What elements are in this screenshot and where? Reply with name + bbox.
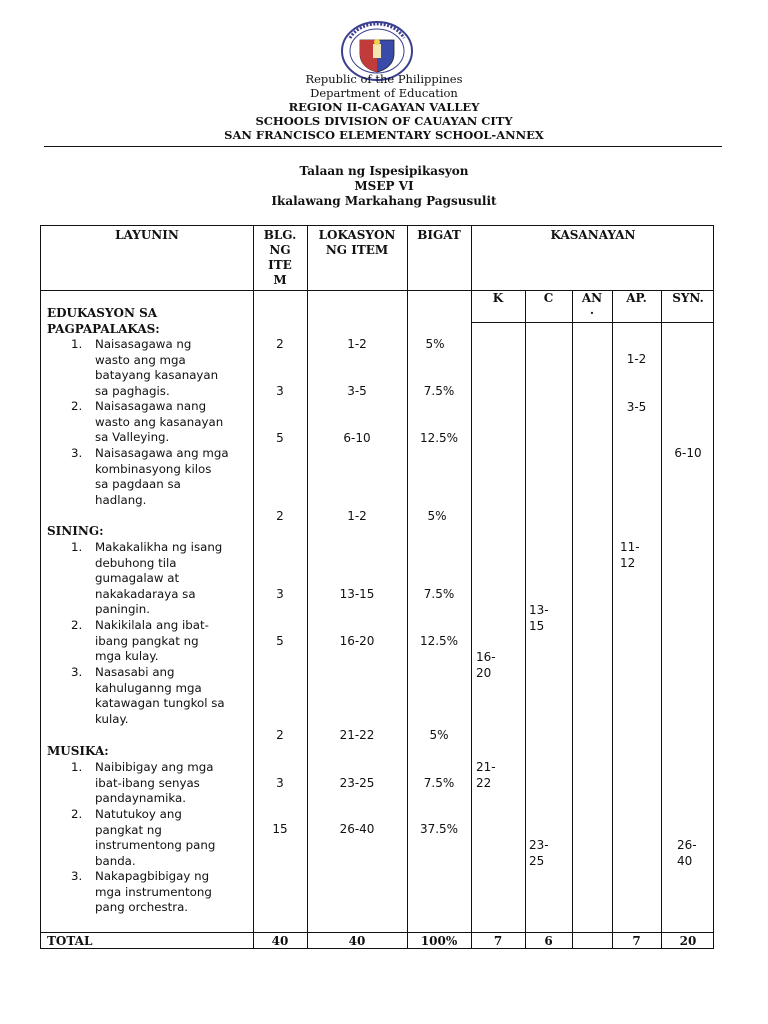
header-bigat: BIGAT: [417, 228, 461, 242]
bigat-value: 5%: [425, 337, 445, 351]
lokasyon-value: 3-5: [347, 384, 367, 398]
c-value: 13- 15: [529, 603, 549, 633]
header-kasanayan: KASANAYAN: [550, 228, 636, 242]
header-region: REGION II-CAGAYAN VALLEY: [288, 100, 480, 114]
col-divider: [471, 226, 472, 948]
total-lokasyon: 40: [348, 934, 366, 948]
header-republic: Republic of the Philippines: [305, 72, 463, 86]
lokasyon-value: 23-25: [339, 776, 375, 790]
lokasyon-value: 21-22: [339, 728, 375, 742]
total-ap: 7: [632, 934, 641, 948]
bigat-value: 7.5%: [423, 587, 455, 601]
header-ap: AP.: [626, 291, 647, 305]
blg-value: 5: [276, 431, 284, 445]
k-value: 16- 20: [476, 650, 496, 680]
blg-value: 3: [276, 587, 284, 601]
specification-table: LAYUNIN BLG. NG ITE M LOKASYON NG ITEM BIGAT KASANAYAN K C AN . AP. SYN. EDUKASYON SA PAGPAPALAKAS: SINING: MUSIKA: 1. Naisasagawa ng wasto ang mga batayang kasanayan sa paghagis. 2. Naisasagawa nang wasto ang kasanayan sa Valleying. 3. Naisasagawa ang mga kombinasyong kilos sa pagdaan sa hadlang. 1. Makakalikha ng isang debuhong tila gumagalaw at nakakadaraya sa paningin. 2. Nakikilala ang ibat- ibang pangkat ng mga kulay. 3. Nasasabi ang kahuluganng mga katawagan tungkol sa kulay. 1. Naibibigay ang mga ibat-ibang senyas pandaynamika. 2. Natutukoy ang pangkat ng instrumentong pang banda. 3. Nakapagbibigay ng mga instrumentong pang orchestra. 2 1-2 5% 3 3-5 7.5% 5 6-10 12.5% 2 1-2 5% 3 13-15 7.5% 5 16-20 12.5% 2 21-22 5% 3 23-25 7.5% 15 26-40 37.5% 1-2 3-5 6-10 11- 12 13- 15 16- 20 21- 22 23- 25 26- 40 TOTAL 40 40 100% 7 6 7 20: [40, 225, 714, 949]
doc-title: Talaan ng Ispesipikasyon: [299, 164, 469, 178]
bigat-value: 12.5%: [419, 634, 459, 648]
lokasyon-value: 16-20: [339, 634, 375, 648]
bigat-value: 7.5%: [423, 384, 455, 398]
bigat-value: 5%: [427, 509, 447, 523]
k-value: 21- 22: [476, 760, 496, 790]
doc-exam: Ikalawang Markahang Pagsusulit: [271, 194, 497, 208]
header-division: SCHOOLS DIVISION OF CAUAYAN CITY: [255, 114, 513, 128]
section-edukasyon: EDUKASYON SA PAGPAPALAKAS:: [47, 306, 160, 336]
bigat-value: 12.5%: [419, 431, 459, 445]
ap-value: 11- 12: [620, 540, 640, 570]
header-syn: SYN.: [672, 291, 704, 305]
ap-value: 1-2: [626, 352, 647, 366]
section-musika: MUSIKA:: [47, 744, 109, 758]
blg-value: 3: [276, 776, 284, 790]
blg-value: 5: [276, 634, 284, 648]
lokasyon-value: 1-2: [347, 337, 367, 351]
col-divider: [612, 290, 613, 948]
lokasyon-value: 13-15: [339, 587, 375, 601]
total-bigat: 100%: [420, 934, 458, 948]
blg-value: 15: [272, 822, 288, 836]
syn-value: 6-10: [674, 446, 702, 460]
total-k: 7: [493, 934, 503, 948]
blg-value: 2: [276, 728, 284, 742]
blg-value: 2: [276, 509, 284, 523]
col-divider: [572, 290, 573, 948]
section-sining: SINING:: [47, 524, 104, 538]
header-lokasyon: LOKASYON NG ITEM: [318, 228, 396, 257]
ap-value: 3-5: [626, 400, 647, 414]
header-blg: BLG. NG ITE M: [263, 228, 297, 287]
header-divider: [44, 146, 722, 147]
header-k: K: [492, 291, 504, 305]
header-an: AN .: [581, 291, 603, 317]
total-c: 6: [544, 934, 553, 948]
lokasyon-value: 1-2: [347, 509, 367, 523]
bigat-value: 5%: [429, 728, 449, 742]
row-divider: [471, 322, 713, 323]
blg-value: 3: [276, 384, 284, 398]
header-c: C: [543, 291, 554, 305]
doc-subject: MSEP VI: [354, 179, 414, 193]
col-divider: [525, 290, 526, 948]
blg-value: 2: [276, 337, 284, 351]
lokasyon-value: 26-40: [339, 822, 375, 836]
bigat-value: 37.5%: [419, 822, 459, 836]
total-syn: 20: [679, 934, 697, 948]
syn-value: 26- 40: [677, 838, 697, 868]
total-blg: 40: [271, 934, 289, 948]
header-department: Department of Education: [310, 86, 458, 100]
lokasyon-value: 6-10: [343, 431, 371, 445]
header-layunin: LAYUNIN: [115, 228, 179, 242]
bigat-value: 7.5%: [423, 776, 455, 790]
header-school: SAN FRANCISCO ELEMENTARY SCHOOL-ANNEX: [224, 128, 544, 142]
total-label: TOTAL: [47, 934, 93, 948]
col-divider: [661, 290, 662, 948]
c-value: 23- 25: [529, 838, 549, 868]
